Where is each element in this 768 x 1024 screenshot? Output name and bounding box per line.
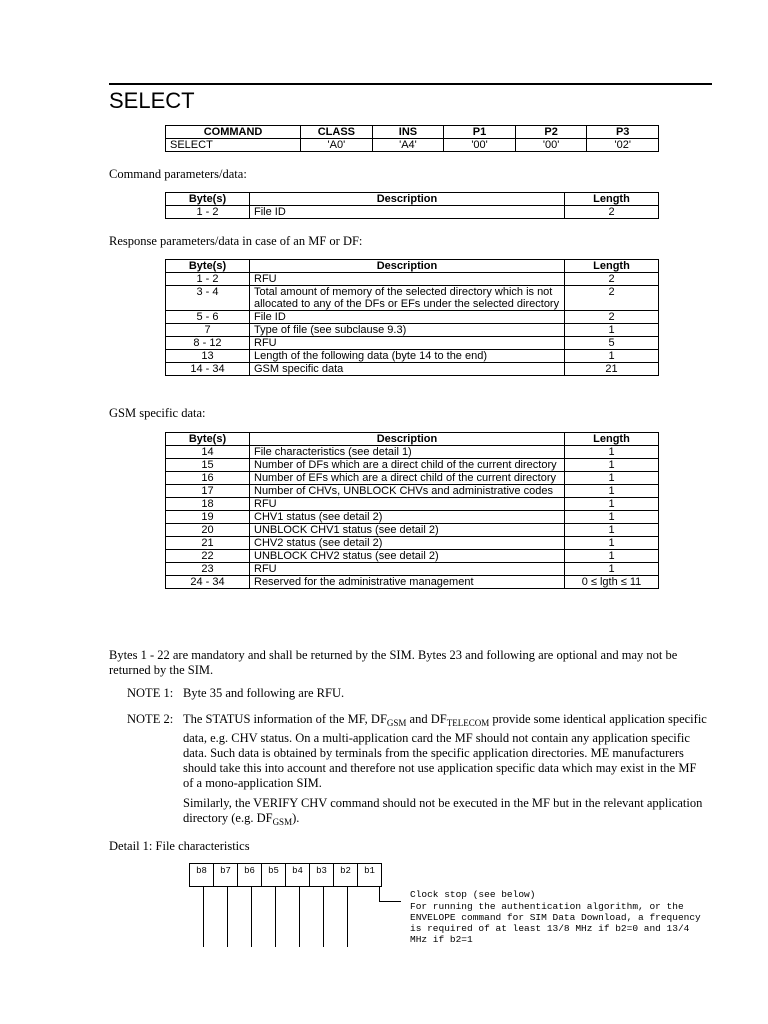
table-row xyxy=(166,446,659,459)
response-table xyxy=(165,259,659,376)
table-cell: 1 xyxy=(565,524,659,537)
bit-leader-line xyxy=(251,887,252,947)
table-row xyxy=(166,537,659,550)
table-row xyxy=(166,206,659,219)
page-title: SELECT xyxy=(109,88,195,113)
bit-cell: b4 xyxy=(285,863,310,887)
table-cell: 3 - 4 xyxy=(166,286,250,311)
description-header: Description xyxy=(250,260,565,273)
length-header: Length xyxy=(565,260,659,273)
table-cell: GSM specific data xyxy=(250,363,565,376)
table-cell: 17 xyxy=(166,485,250,498)
table-cell: File characteristics (see detail 1) xyxy=(250,446,565,459)
table-cell: 1 xyxy=(565,446,659,459)
subscript: GSM xyxy=(386,718,407,728)
table-row xyxy=(166,563,659,576)
table-cell: CHV2 status (see detail 2) xyxy=(250,537,565,550)
table-cell: Number of EFs which are a direct child of the current directory xyxy=(250,472,565,485)
table-cell: 15 xyxy=(166,459,250,472)
bit-leader-line xyxy=(323,887,324,947)
response-label: Response parameters/data in case of an MF or DF: xyxy=(109,234,363,248)
table-row xyxy=(166,550,659,563)
table-cell: RFU xyxy=(250,563,565,576)
bit-leader-line xyxy=(347,887,348,947)
table-cell: 1 - 2 xyxy=(166,206,250,219)
table-cell: 13 xyxy=(166,350,250,363)
bit-cell: b8 xyxy=(189,863,214,887)
table-cell: 1 xyxy=(565,459,659,472)
table-cell: 2 xyxy=(565,206,659,219)
note2-label: NOTE 2: xyxy=(127,712,174,726)
bytes-header: Byte(s) xyxy=(166,260,250,273)
bit-leader-line xyxy=(379,901,401,902)
bytes-header: Byte(s) xyxy=(166,433,250,446)
gsm-table xyxy=(165,432,659,589)
table-cell: 'A4' xyxy=(372,139,444,152)
table-row xyxy=(166,324,659,337)
table-cell: Number of CHVs, UNBLOCK CHVs and administrative codes xyxy=(250,485,565,498)
table-cell: 18 xyxy=(166,498,250,511)
bit-leader-line xyxy=(379,887,380,901)
table-cell: 8 - 12 xyxy=(166,337,250,350)
command-table xyxy=(165,125,659,152)
p2-header: P2 xyxy=(515,126,587,139)
table-cell: 2 xyxy=(565,273,659,286)
note2-text xyxy=(183,712,708,791)
subscript: GSM xyxy=(272,817,293,827)
length-header: Length xyxy=(565,433,659,446)
note2-part: provide some identical application specific data, e.g. CHV status. On a multi-application card the MF should not contain any application specific data. Such data is obtained by terminals from the specific application directories. ME manufacturers should take this into account and therefore not use application specific data which may exist in the MF of a mono-application SIM. xyxy=(183,712,707,790)
gsm-label: GSM specific data: xyxy=(109,406,206,420)
table-cell: Number of DFs which are a direct child of the current directory xyxy=(250,459,565,472)
length-header: Length xyxy=(565,193,659,206)
table-cell: 20 xyxy=(166,524,250,537)
bit-cell: b5 xyxy=(261,863,286,887)
table-cell: File ID xyxy=(250,206,565,219)
cmd-params-table xyxy=(165,192,659,219)
table-cell: RFU xyxy=(250,337,565,350)
table-cell: 14 - 34 xyxy=(166,363,250,376)
note2-part: and DF xyxy=(406,712,447,726)
bit-cell: b3 xyxy=(309,863,334,887)
note2b-part: Similarly, the VERIFY CHV command should not be executed in the MF but in the relevant application directory (e.g. DF xyxy=(183,796,703,825)
command-header: COMMAND xyxy=(166,126,301,139)
bit-leader-line xyxy=(275,887,276,947)
ins-header: INS xyxy=(372,126,444,139)
table-cell: Reserved for the administrative management xyxy=(250,576,565,589)
table-cell: 21 xyxy=(166,537,250,550)
cmd-params-label: Command parameters/data: xyxy=(109,167,247,181)
table-cell: Length of the following data (byte 14 to the end) xyxy=(250,350,565,363)
table-cell: 1 xyxy=(565,550,659,563)
p1-header: P1 xyxy=(444,126,516,139)
table-row xyxy=(166,337,659,350)
table-cell: 16 xyxy=(166,472,250,485)
table-row xyxy=(166,286,659,311)
bit-cell: b1 xyxy=(357,863,382,887)
table-cell: 1 xyxy=(565,537,659,550)
table-cell: 1 xyxy=(565,563,659,576)
table-cell: 1 xyxy=(565,324,659,337)
table-cell: Total amount of memory of the selected directory which is not allocated to any of the DFs or EFs under the selected directory xyxy=(250,286,565,311)
mandatory-text: Bytes 1 - 22 are mandatory and shall be returned by the SIM. Bytes 23 and following are optional and may not be returned by the SIM. xyxy=(109,648,678,677)
note1-text: Byte 35 and following are RFU. xyxy=(183,686,345,700)
table-row xyxy=(166,459,659,472)
table-cell: 1 xyxy=(565,472,659,485)
bit-diagram xyxy=(190,863,382,887)
frequency-text: For running the authentication algorithm, or the ENVELOPE command for SIM Data Download, a frequency is required of at least 13/8 MHz if b2=0 and 13/4 MHz if b2=1 xyxy=(410,901,701,945)
description-header: Description xyxy=(250,193,565,206)
bit-leader-line xyxy=(299,887,300,947)
note2b-text xyxy=(183,796,708,830)
table-row xyxy=(166,273,659,286)
bit-leader-line xyxy=(227,887,228,947)
bit-leader-line xyxy=(203,887,204,947)
table-cell: 22 xyxy=(166,550,250,563)
description-header: Description xyxy=(250,433,565,446)
bit-cell: b6 xyxy=(237,863,262,887)
table-cell: 1 xyxy=(565,485,659,498)
table-cell: Type of file (see subclause 9.3) xyxy=(250,324,565,337)
table-cell: '00' xyxy=(444,139,516,152)
table-cell: 1 - 2 xyxy=(166,273,250,286)
table-row xyxy=(166,576,659,589)
note1-label: NOTE 1: xyxy=(127,686,174,700)
bit-cell: b2 xyxy=(333,863,358,887)
table-row xyxy=(166,511,659,524)
table-cell: 0 ≤ lgth ≤ 11 xyxy=(565,576,659,589)
table-row xyxy=(166,363,659,376)
table-cell: SELECT xyxy=(166,139,301,152)
table-cell: 'A0' xyxy=(301,139,373,152)
table-cell: UNBLOCK CHV1 status (see detail 2) xyxy=(250,524,565,537)
table-cell: 7 xyxy=(166,324,250,337)
table-cell: 23 xyxy=(166,563,250,576)
subscript: TELECOM xyxy=(446,718,490,728)
detail1-label: Detail 1: File characteristics xyxy=(109,839,250,853)
table-cell: 5 - 6 xyxy=(166,311,250,324)
table-row xyxy=(166,311,659,324)
bit-cell: b7 xyxy=(213,863,238,887)
table-cell: 21 xyxy=(565,363,659,376)
p3-header: P3 xyxy=(587,126,659,139)
table-cell: 5 xyxy=(565,337,659,350)
class-header: CLASS xyxy=(301,126,373,139)
table-row xyxy=(166,472,659,485)
table-row xyxy=(166,485,659,498)
note2b-part: ). xyxy=(292,811,300,825)
table-cell: RFU xyxy=(250,273,565,286)
table-row xyxy=(166,139,659,152)
table-cell: 2 xyxy=(565,286,659,311)
top-rule xyxy=(109,83,712,85)
table-cell: 1 xyxy=(565,511,659,524)
table-cell: 14 xyxy=(166,446,250,459)
table-cell: 1 xyxy=(565,498,659,511)
table-row xyxy=(166,498,659,511)
table-cell: 2 xyxy=(565,311,659,324)
table-cell: UNBLOCK CHV2 status (see detail 2) xyxy=(250,550,565,563)
note2-part: The STATUS information of the MF, DF xyxy=(183,712,387,726)
table-cell: RFU xyxy=(250,498,565,511)
table-cell: '02' xyxy=(587,139,659,152)
bytes-header: Byte(s) xyxy=(166,193,250,206)
table-cell: CHV1 status (see detail 2) xyxy=(250,511,565,524)
table-row xyxy=(166,350,659,363)
table-cell: 24 - 34 xyxy=(166,576,250,589)
table-cell: File ID xyxy=(250,311,565,324)
table-cell: 1 xyxy=(565,350,659,363)
table-cell: 19 xyxy=(166,511,250,524)
table-cell: '00' xyxy=(515,139,587,152)
table-row xyxy=(166,524,659,537)
clock-stop-text: Clock stop (see below) xyxy=(410,889,536,900)
